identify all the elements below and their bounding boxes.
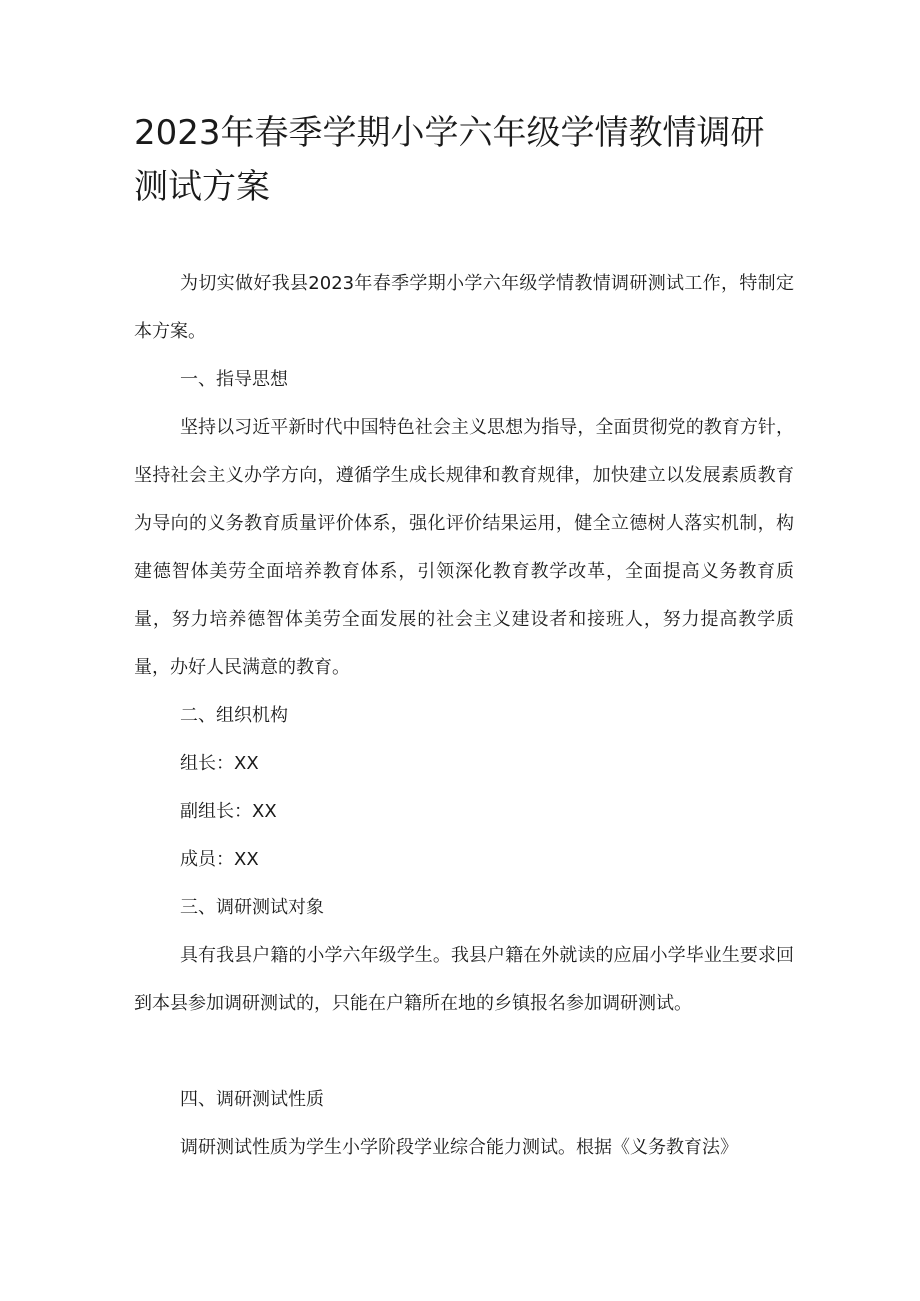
section-body-test-subjects: 具有我县户籍的小学六年级学生。我县户籍在外就读的应届小学毕业生要求回到本县参加调研测试的，只能在户籍所在地的乡镇报名参加调研测试。 [134, 945, 794, 1014]
intro-paragraph: 为切实做好我县2023年春季学期小学六年级学情教情调研测试工作，特制定本方案。 [134, 273, 794, 342]
org-deputy-line: 副组长：XX [180, 801, 277, 822]
org-leader-line: 组长：XX [180, 753, 259, 774]
section-heading-test-subjects: 三、调研测试对象 [180, 897, 324, 918]
document-title: 2023年春季学期小学六年级学情教情调研测试方案 [134, 113, 765, 207]
section-heading-guiding-thought: 一、指导思想 [180, 369, 288, 390]
section-heading-test-nature: 四、调研测试性质 [180, 1089, 324, 1110]
section-body-guiding-thought: 坚持以习近平新时代中国特色社会主义思想为指导，全面贯彻党的教育方针，坚持社会主义办学方向，遵循学生成长规律和教育规律，加快建立以发展素质教育为导向的义务教育质量评价体系，强化评价结果运用，健全立德树人落实机制，构建德智体美劳全面培养教育体系，引领深化教育教学改革，全面提高义务教育质量，努力培养德智体美劳全面发展的社会主义建设者和接班人，努力提高教学质量，办好人民满意的教育。 [134, 417, 794, 678]
section-body-test-nature: 调研测试性质为学生小学阶段学业综合能力测试。根据《义务教育法》 [180, 1137, 738, 1158]
section-heading-organization: 二、组织机构 [180, 705, 288, 726]
org-members-line: 成员：XX [180, 849, 259, 870]
